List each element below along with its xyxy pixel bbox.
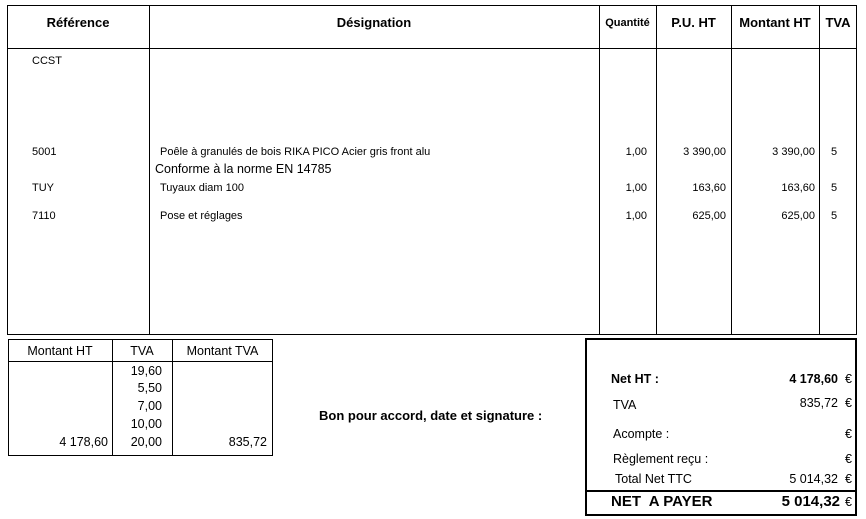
row-designation: Tuyaux diam 100 [160, 182, 244, 194]
col-divider [731, 5, 732, 335]
vat-amount-value: 835,72 [228, 435, 267, 449]
col-divider [819, 5, 820, 335]
invoice-table [7, 5, 857, 335]
vat-rate: 7,00 [137, 399, 162, 413]
currency-symbol: € [845, 472, 852, 486]
row-unit-price: 163,60 [692, 182, 726, 194]
header-amount: Montant HT [739, 15, 811, 30]
currency-symbol: € [845, 495, 852, 509]
vat-header-amount-ht: Montant HT [27, 344, 93, 358]
row-reference: CCST [32, 55, 62, 67]
net-a-payer-label: NET A PAYER [611, 493, 713, 510]
net-ht-label: Net HT : [611, 372, 659, 386]
currency-symbol: € [845, 452, 852, 466]
row-amount: 625,00 [781, 210, 815, 222]
reglement-label: Règlement reçu : [613, 452, 709, 466]
vat-rate: 5,50 [137, 381, 162, 395]
total-ttc-label: Total Net TTC [615, 472, 692, 486]
totals-divider [585, 490, 857, 492]
row-designation: Poêle à granulés de bois RIKA PICO Acier gris front alu [160, 146, 431, 158]
tva-value: 835,72 [799, 396, 838, 410]
vat-rate: 20,00 [130, 435, 162, 449]
row-reference: 5001 [32, 146, 57, 158]
vat-header-amount: Montant TVA [186, 344, 259, 358]
row-quantity: 1,00 [625, 210, 647, 222]
row-vat: 5 [830, 146, 838, 158]
vat-rate: 10,00 [130, 417, 162, 431]
currency-symbol: € [845, 427, 852, 441]
total-ttc-value: 5 014,32 [789, 472, 838, 486]
col-divider [149, 5, 150, 335]
row-designation: Pose et réglages [160, 210, 243, 222]
row-amount: 163,60 [781, 182, 815, 194]
tva-label: TVA [613, 398, 637, 412]
net-ht-value: 4 178,60 [789, 372, 838, 386]
vat-header-rate: TVA [130, 344, 154, 358]
row-reference: TUY [32, 182, 54, 194]
vat-header-divider [8, 361, 273, 362]
header-quantity: Quantité [605, 17, 650, 29]
row-amount: 3 390,00 [772, 146, 815, 158]
invoice-header-divider [7, 48, 857, 49]
row-vat: 5 [830, 182, 838, 194]
row-unit-price: 3 390,00 [683, 146, 726, 158]
header-unit-price: P.U. HT [671, 15, 716, 30]
acompte-label: Acompte : [613, 427, 670, 441]
row-unit-price: 625,00 [692, 210, 726, 222]
col-divider [599, 5, 600, 335]
net-a-payer-value: 5 014,32 [781, 493, 840, 510]
currency-symbol: € [845, 372, 852, 386]
vat-rate: 19,60 [130, 364, 162, 378]
currency-symbol: € [845, 396, 852, 410]
row-quantity: 1,00 [625, 182, 647, 194]
header-vat: TVA [825, 15, 851, 30]
header-reference: Référence [46, 15, 110, 30]
row-vat: 5 [830, 210, 838, 222]
col-divider [656, 5, 657, 335]
signature-label: Bon pour accord, date et signature : [319, 408, 543, 423]
row-quantity: 1,00 [625, 146, 647, 158]
row-reference: 7110 [32, 210, 56, 222]
vat-amount-ht-value: 4 178,60 [59, 435, 108, 449]
header-designation: Désignation [336, 15, 412, 30]
row-designation-note: Conforme à la norme EN 14785 [155, 162, 332, 176]
